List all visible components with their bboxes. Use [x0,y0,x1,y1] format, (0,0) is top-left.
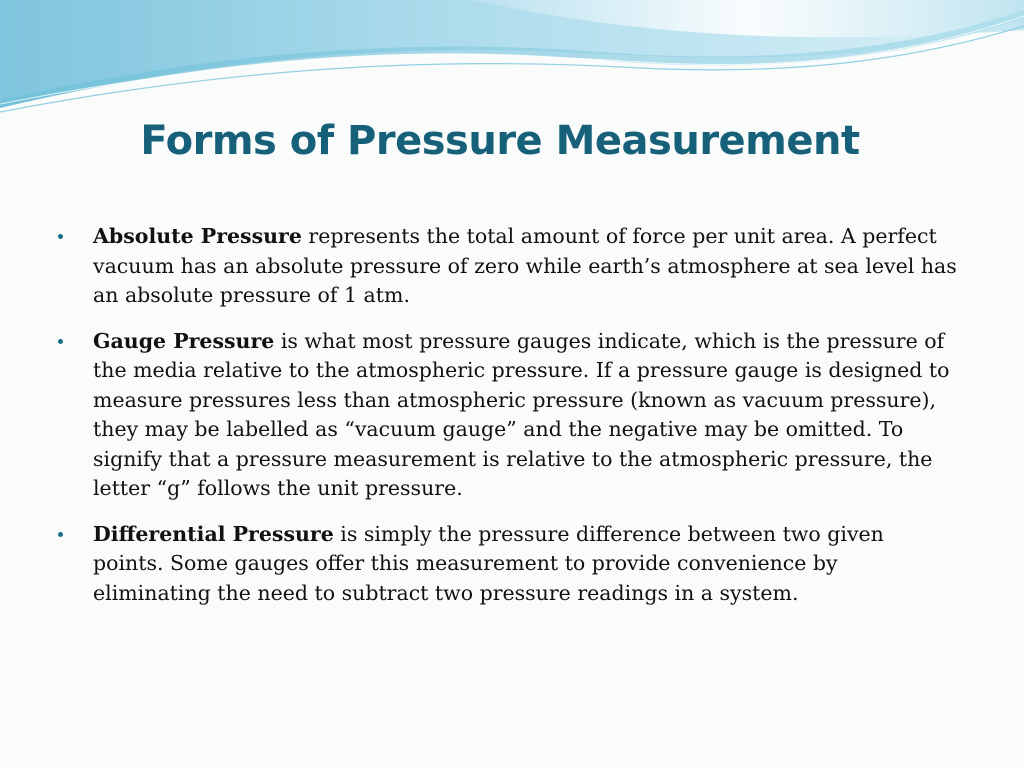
bullet-dot-icon [58,234,63,239]
bullet-gauge-pressure [58,327,958,504]
bullet-term: Absolute Pressure [93,224,302,248]
bullet-differential-pressure [58,520,958,609]
bullet-dot-icon [58,339,63,344]
bullet-list [58,222,958,624]
decorative-wave-header [0,0,1024,130]
slide-title: Forms of Pressure Measurement [140,118,860,164]
bullet-term: Gauge Pressure [93,328,275,353]
bullet-text: is simply the pressure difference between two given points. Some gauges offer this measurement to provide convenience by eliminating the need to subtract two pressure readings in a system. [93,521,884,605]
bullet-dot-icon [58,532,63,537]
bullet-absolute-pressure [58,222,958,311]
bullet-text: is what most pressure gauges indicate, which is the pressure of the media relative to the atmospheric pressure. If a pressure gauge is designed to measure pressures less than atmospheric pressure (known as vacuum pressure), they may be labelled as “vacuum gauge” and the negative may be omitted. To signify that a pressure measurement is relative to the atmospheric pressure, the letter “g” follows the unit pressure. [93,328,950,500]
bullet-text: represents the total amount of force per unit area. A perfect vacuum has an absolute pressure of zero while earth’s atmosphere at sea level has an absolute pressure of 1 atm. [93,224,957,307]
bullet-term: Differential Pressure [93,521,334,546]
